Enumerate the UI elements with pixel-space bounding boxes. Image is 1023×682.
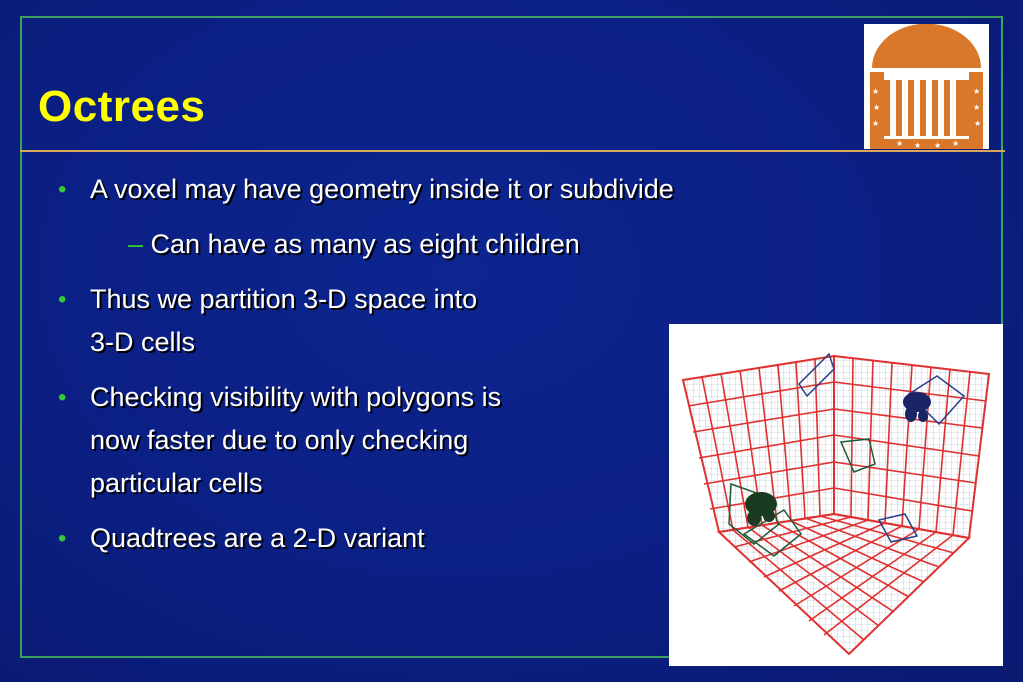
- svg-text:★: ★: [952, 139, 960, 148]
- bullet-list: [58, 168, 678, 560]
- bullet-text: A voxel may have geometry inside it or subdivide: [90, 174, 674, 204]
- bullet-text: Quadtrees are a 2-D variant: [90, 523, 425, 553]
- svg-text:★: ★: [872, 119, 880, 128]
- sub-bullet-children: [58, 223, 678, 266]
- bullet-text: • Checking visibility with polygons is: [90, 382, 502, 412]
- bullet-text: particular cells: [90, 468, 263, 498]
- bullet-text: 3-D cells: [90, 327, 196, 357]
- bullet-text: • Thus we partition 3-D space into: [90, 284, 478, 314]
- octree-grid-figure-icon: [669, 324, 1003, 666]
- svg-text:★: ★: [974, 119, 982, 128]
- sub-bullet-dash: –: [128, 229, 144, 259]
- bullet-partition: [58, 278, 678, 364]
- bullet-quadtrees: [58, 517, 678, 560]
- title-divider: [20, 150, 1005, 152]
- svg-text:★: ★: [973, 103, 981, 112]
- bullet-voxel: [58, 168, 678, 211]
- bullet-text: now faster due to only checking: [90, 425, 469, 455]
- svg-text:★: ★: [872, 87, 880, 96]
- sub-bullet-text: Can have as many as eight children: [150, 229, 580, 259]
- bullet-visibility: [58, 376, 678, 505]
- svg-text:★: ★: [973, 87, 981, 96]
- slide-title: Octrees: [38, 82, 206, 131]
- svg-text:★: ★: [914, 141, 922, 149]
- svg-text:★: ★: [896, 139, 904, 148]
- rotunda-logo-icon: [864, 24, 989, 149]
- svg-text:★: ★: [934, 141, 942, 149]
- svg-text:★: ★: [873, 103, 881, 112]
